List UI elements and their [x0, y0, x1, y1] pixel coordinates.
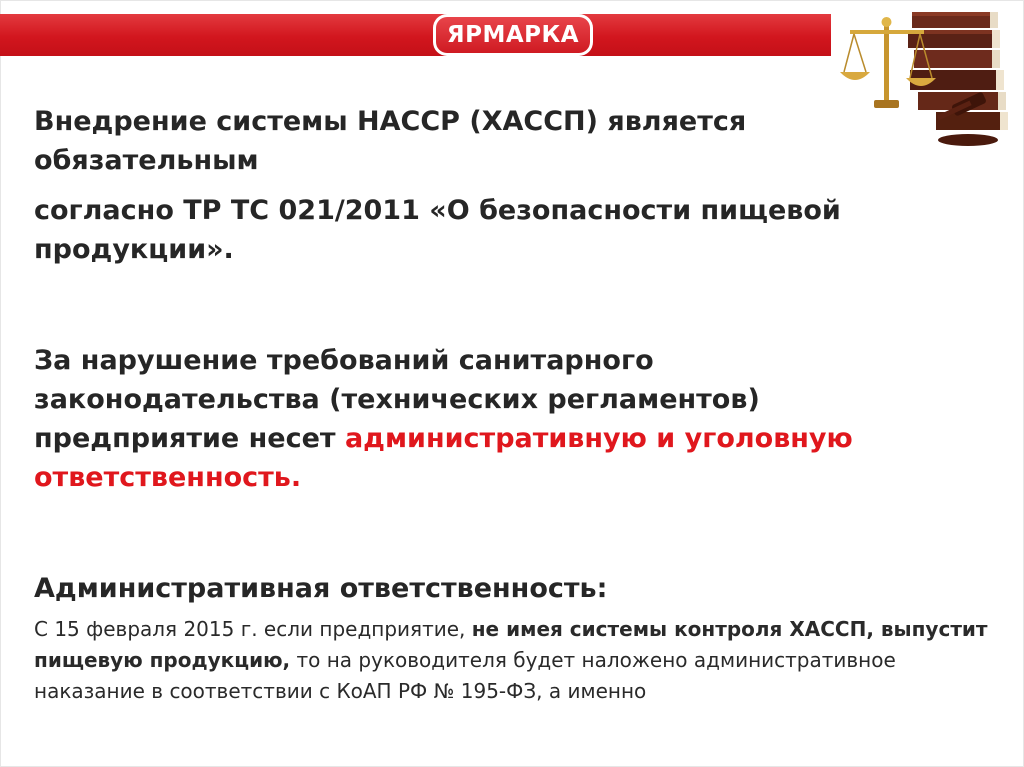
text-line: предприятие несет	[34, 423, 345, 454]
paragraph-mandatory	[34, 102, 994, 180]
logo-inner	[436, 17, 590, 53]
logo-text: ЯРМАРКА	[446, 22, 580, 48]
text-segment: то на руководителя будет наложено административное наказание в соответствии с КоАП РФ № 195-ФЗ, а именно	[34, 648, 896, 703]
header-bar	[0, 14, 831, 56]
text-line: законодательства (технических регламентов)	[34, 384, 760, 415]
text-segment: С 15 февраля 2015 г. если предприятие,	[34, 617, 472, 641]
text-line: За нарушение требований санитарного	[34, 345, 654, 376]
text-line: продукции».	[34, 234, 234, 265]
section-heading: Административная ответственность:	[34, 573, 608, 604]
paragraph-admin-liability	[34, 614, 994, 707]
slide-content	[34, 102, 994, 707]
highlighted-text: административную и уголовную	[344, 423, 853, 454]
paragraph-regulation	[34, 191, 994, 269]
yarmarka-logo	[433, 14, 593, 56]
text-line: согласно ТР ТС 021/2011 «О безопасности пищевой	[34, 195, 841, 226]
text-line: Внедрение системы НАССР (ХАССП) является	[34, 106, 747, 137]
paragraph-liability	[34, 341, 994, 497]
highlighted-text: ответственность.	[34, 462, 302, 493]
text-line: обязательным	[34, 145, 259, 176]
bold-text: не имея системы контроля ХАССП, выпустит пищевую продукцию,	[34, 617, 988, 672]
